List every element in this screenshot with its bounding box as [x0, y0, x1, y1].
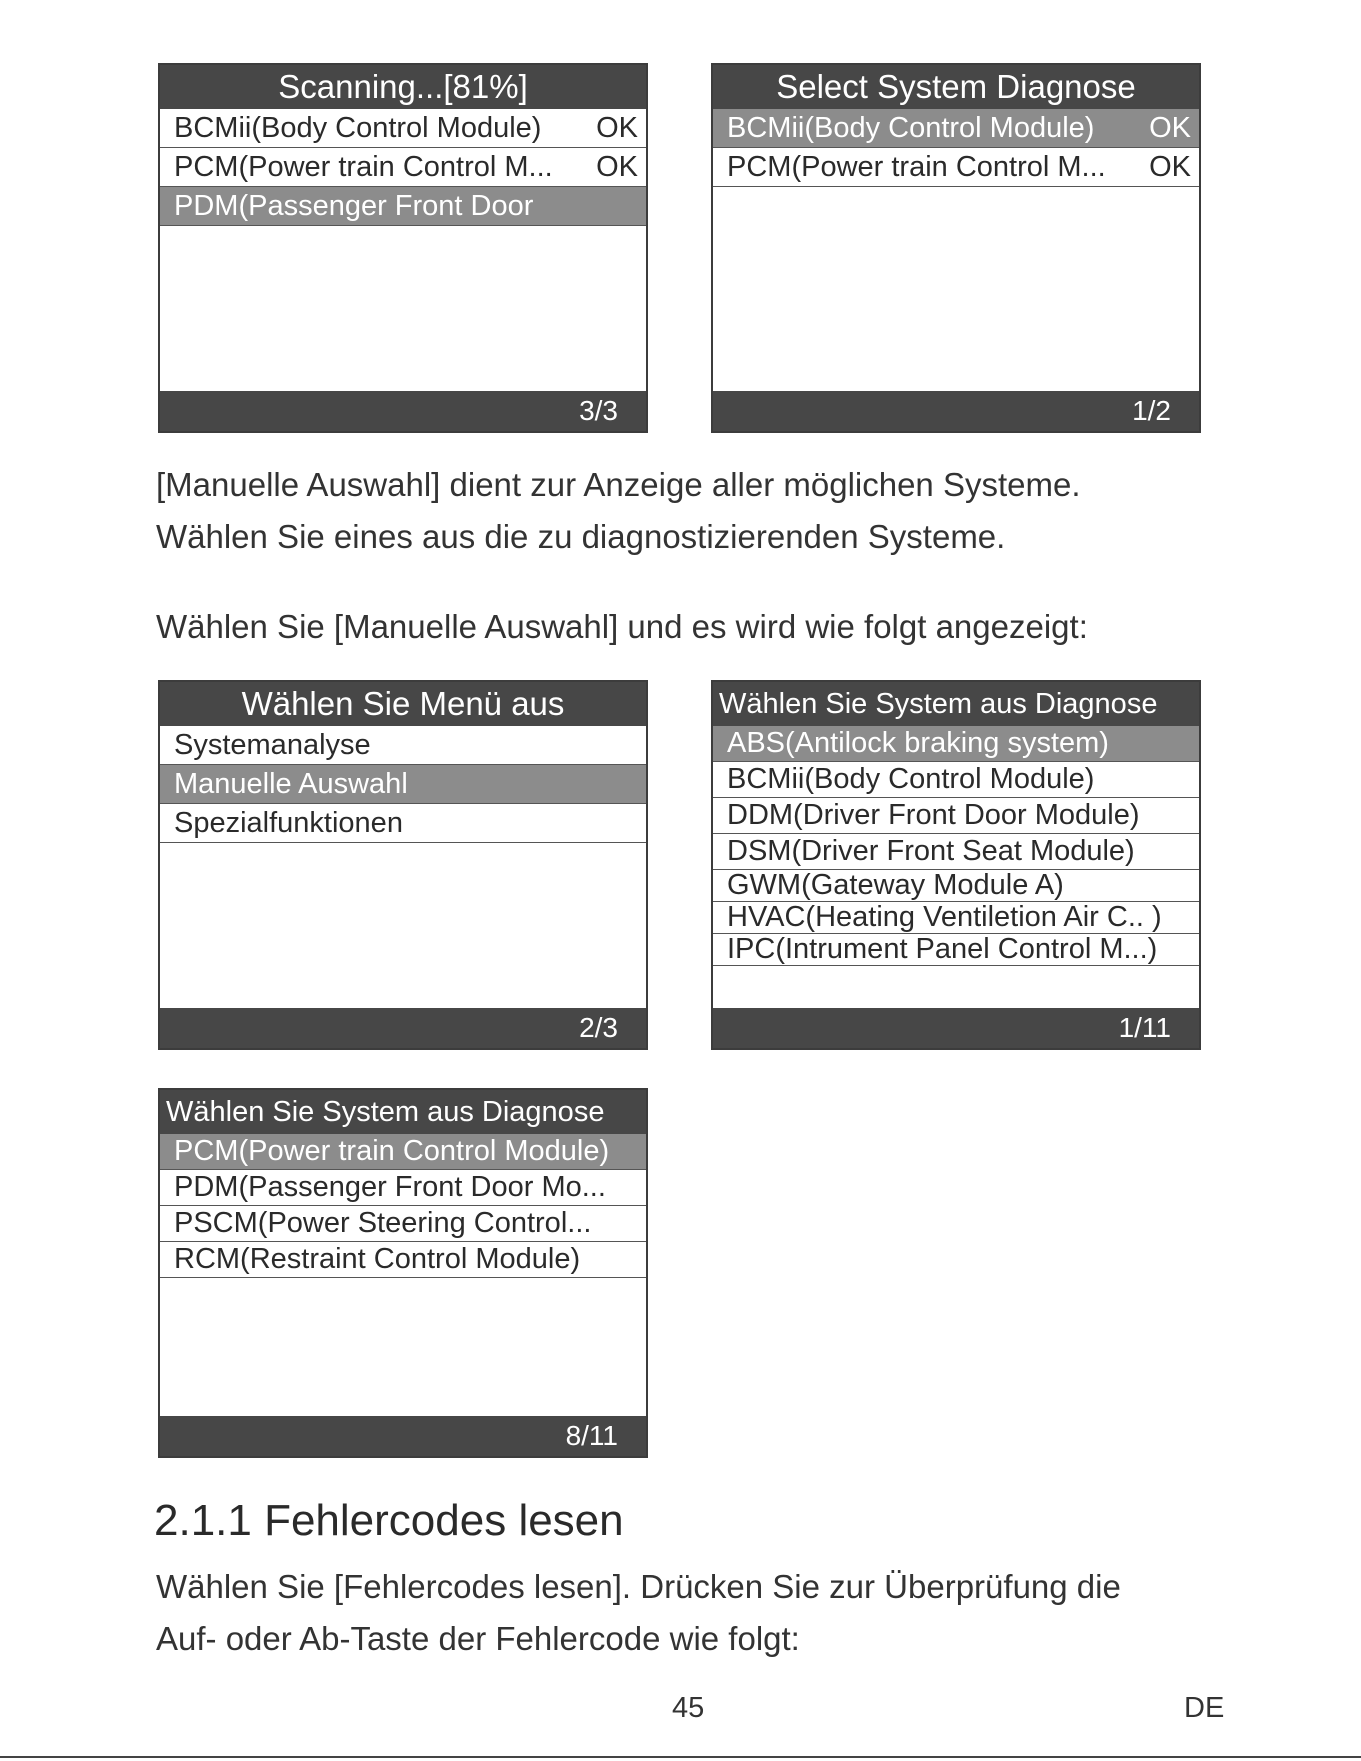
module-label: PDM(Passenger Front Door: [174, 189, 534, 222]
scanning-screen: [158, 63, 648, 433]
module-label: BCMii(Body Control Module): [727, 111, 1095, 144]
module-label: PCM(Power train Control M...: [727, 150, 1106, 183]
menu-item-label: Manuelle Auswahl: [174, 767, 408, 800]
section-heading: 2.1.1 Fehlercodes lesen: [154, 1496, 624, 1545]
body-text: Wählen Sie eines aus die zu diagnostizierenden Systeme.: [156, 518, 1006, 555]
body-text: Wählen Sie [Manuelle Auswahl] und es wird wie folgt angezeigt:: [156, 608, 1088, 645]
page-indicator: 1/11: [713, 1008, 1199, 1048]
system-label: ABS(Antilock braking system): [727, 727, 1109, 759]
page-indicator: 1/2: [713, 391, 1199, 431]
body-text: Wählen Sie [Fehlercodes lesen]. Drücken Sie zur Überprüfung die: [156, 1568, 1121, 1605]
status-label: OK: [1149, 111, 1191, 144]
screen-header: Wählen Sie Menü aus: [160, 682, 646, 726]
list-item[interactable]: [713, 870, 1199, 902]
menu-item[interactable]: [160, 726, 646, 765]
list-item-selected[interactable]: [160, 187, 646, 226]
body-text: [Manuelle Auswahl] dient zur Anzeige aller möglichen Systeme.: [156, 466, 1081, 503]
module-list: [160, 109, 646, 226]
list-item-selected[interactable]: [713, 109, 1199, 148]
menu-item[interactable]: [160, 804, 646, 843]
system-label: BCMii(Body Control Module): [727, 763, 1095, 795]
module-label: BCMii(Body Control Module): [174, 111, 542, 144]
list-item-selected[interactable]: [713, 726, 1199, 762]
list-item[interactable]: [713, 934, 1199, 966]
system-label: RCM(Restraint Control Module): [174, 1243, 581, 1275]
system-list: [160, 1134, 646, 1278]
page-indicator: 8/11: [160, 1416, 646, 1456]
list-item[interactable]: [713, 902, 1199, 934]
system-label: DSM(Driver Front Seat Module): [727, 835, 1135, 867]
menu-item-label: Systemanalyse: [174, 728, 371, 761]
system-label: HVAC(Heating Ventiletion Air C.. ): [727, 901, 1162, 933]
page-bottom-divider: [0, 1756, 1361, 1758]
system-list: [713, 726, 1199, 966]
system-list-screen: [711, 680, 1201, 1050]
body-text: Auf- oder Ab-Taste der Fehlercode wie folgt:: [156, 1620, 800, 1657]
page-number: 45: [672, 1692, 705, 1724]
module-list: [713, 109, 1199, 187]
list-item[interactable]: [160, 109, 646, 148]
status-label: OK: [1149, 150, 1191, 183]
menu-item-label: Spezialfunktionen: [174, 806, 403, 839]
menu-item-selected[interactable]: [160, 765, 646, 804]
page-indicator: 3/3: [160, 391, 646, 431]
status-label: OK: [596, 150, 638, 183]
list-item[interactable]: [160, 1170, 646, 1206]
system-label: IPC(Intrument Panel Control M...): [727, 933, 1158, 965]
screen-header: Select System Diagnose: [713, 65, 1199, 109]
system-label: DDM(Driver Front Door Module): [727, 799, 1140, 831]
list-item[interactable]: [713, 148, 1199, 187]
list-item[interactable]: [160, 1242, 646, 1278]
list-item-selected[interactable]: [160, 1134, 646, 1170]
list-item[interactable]: [713, 834, 1199, 870]
menu-list: [160, 726, 646, 843]
screen-header: Scanning...[81%]: [160, 65, 646, 109]
language-code: DE: [1184, 1692, 1225, 1724]
select-system-screen: [711, 63, 1201, 433]
list-item[interactable]: [160, 148, 646, 187]
main-menu-screen: [158, 680, 648, 1050]
system-label: PDM(Passenger Front Door Mo...: [174, 1171, 606, 1203]
page-indicator: 2/3: [160, 1008, 646, 1048]
status-label: OK: [596, 111, 638, 144]
system-list-screen: [158, 1088, 648, 1458]
screen-header: Wählen Sie System aus Diagnose: [160, 1090, 646, 1134]
screen-header: Wählen Sie System aus Diagnose: [713, 682, 1199, 726]
list-item[interactable]: [160, 1206, 646, 1242]
system-label: PSCM(Power Steering Control...: [174, 1207, 592, 1239]
system-label: GWM(Gateway Module A): [727, 869, 1064, 901]
list-item[interactable]: [713, 762, 1199, 798]
module-label: PCM(Power train Control M...: [174, 150, 553, 183]
system-label: PCM(Power train Control Module): [174, 1135, 610, 1167]
list-item[interactable]: [713, 798, 1199, 834]
